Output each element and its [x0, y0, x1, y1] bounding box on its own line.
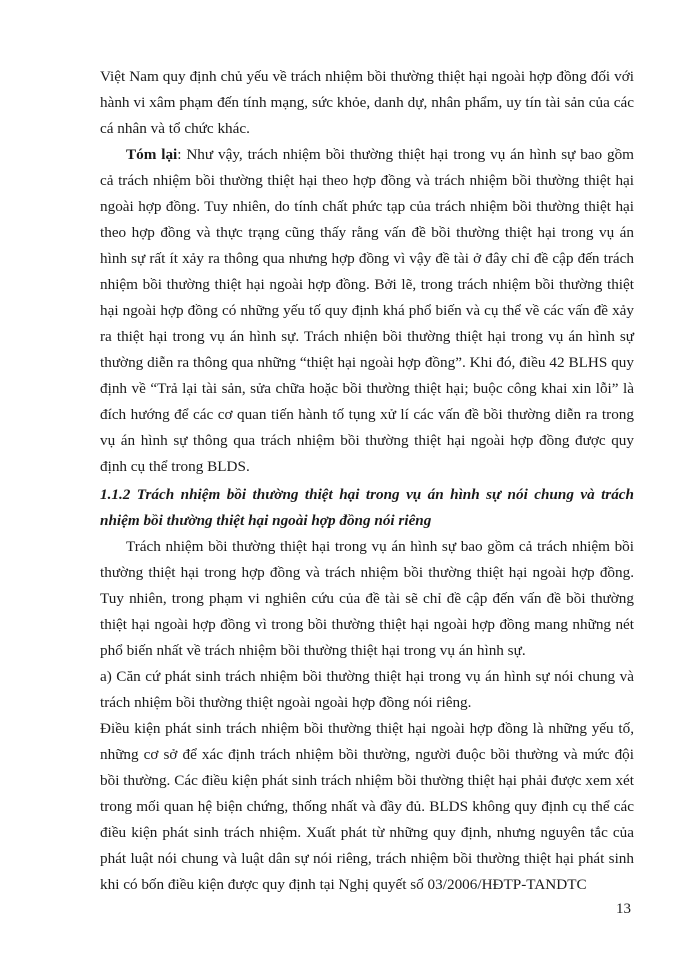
page-number: 13	[616, 901, 631, 917]
paragraph-conditions: Điều kiện phát sinh trách nhiệm bồi thường thiệt hại ngoài hợp đồng là những yếu tố, những cơ sở để xác định trách nhiệm bồi thường, người đuộc bồi thường và mức đội bồi thường. Các điều kiện phát sinh trách nhiệm bồi thường thiệt hại phải được xem xét trong mối quan hệ biện chứng, thống nhất và đầy đủ. BLDS không quy định cụ thể các điều kiện phát sinh trách nhiệm. Xuất phát từ những quy định, nhưng nguyên tắc của phát luật nói chung và luật dân sự nói riêng, trách nhiệm bồi thường thiệt hại phát sinh khi có bốn điều kiện được quy định tại Nghị quyết số 03/2006/HĐTP-TANDTC	[100, 720, 634, 893]
summary-lead: Tóm lại	[126, 146, 178, 163]
paragraph-scope: Trách nhiệm bồi thường thiệt hại trong vụ án hình sự bao gồm cả trách nhiệm bồi thường thiệt hại trong hợp đồng và trách nhiệm bồi thường thiệt hại ngoài hợp đồng. Tuy nhiên, trong phạm vi nghiên cứu của đề tài sẽ chỉ đề cập đến vấn đề bồi thường thiệt hại ngoài hợp đồng vì trong bồi thường thiệt hại ngoài hợp đồng mang những nét phổ biến nhất về trách nhiệm bồi thường thiệt hại trong vụ án hình sự.	[100, 538, 634, 659]
document-body	[100, 64, 634, 898]
summary-text: : Như vậy, trách nhiệm bồi thường thiệt hại trong vụ án hình sự bao gồm cả trách nhiệm bồi thường thiệt hại theo hợp đồng và trách nhiệm bồi thường thiệt hại ngoài hợp đồng. Tuy nhiên, do tính chất phức tạp của trách nhiệm bồi thường thiệt hại theo hợp đồng và thực trạng cũng thấy rằng vấn đề bồi thường thiệt hại trong vụ án hình sự rất ít xảy ra thông qua nhưng hợp đồng vì vậy đề tài ở đây chỉ đề cập đến trách nhiệm bồi thường thiệt hại ngoài hợp đồng. Bởi lẽ, trong trách nhiệm bồi thường thiệt hại ngoài hợp đồng có những yếu tố quy định khá phổ biến và cụ thể về các vấn đề xảy ra thiệt hại trong vụ án hình sự. Trách nhiện bồi thường thiệt hại trong vụ án hình sự thường diễn ra thông qua những “thiệt hại ngoài hợp đồng”. Khi đó, điều 42 BLHS quy định về “Trả lại tài sản, sửa chữa hoặc bồi thường thiệt hại; buộc công khai xin lỗi” là đích hướng để các cơ quan tiến hành tố tụng xử lí các vấn đề bồi thường diễn ra trong vụ án hình sự thông qua trách nhiệm bồi thường thiệt hại ngoài hợp đồng được quy định cụ thể trong BLDS.	[100, 146, 634, 475]
paragraph-summary	[100, 142, 634, 480]
paragraph-item-a: a) Căn cứ phát sinh trách nhiệm bồi thường thiệt hại trong vụ án hình sự nói chung và trách nhiệm bồi thường thiệt ngoài ngoài hợp đồng nói riêng.	[100, 668, 634, 711]
paragraph-continuation: Việt Nam quy định chủ yếu về trách nhiệm bồi thường thiệt hại ngoài hợp đồng đối với hành vi xâm phạm đến tính mạng, sức khỏe, danh dự, nhân phẩm, uy tín tài sản của các cá nhân và tổ chức khác.	[100, 68, 634, 137]
section-heading: 1.1.2 Trách nhiệm bồi thường thiệt hại trong vụ án hình sự nói chung và trách nhiệm bồi thường thiệt hại ngoài hợp đồng nói riêng	[100, 486, 634, 529]
